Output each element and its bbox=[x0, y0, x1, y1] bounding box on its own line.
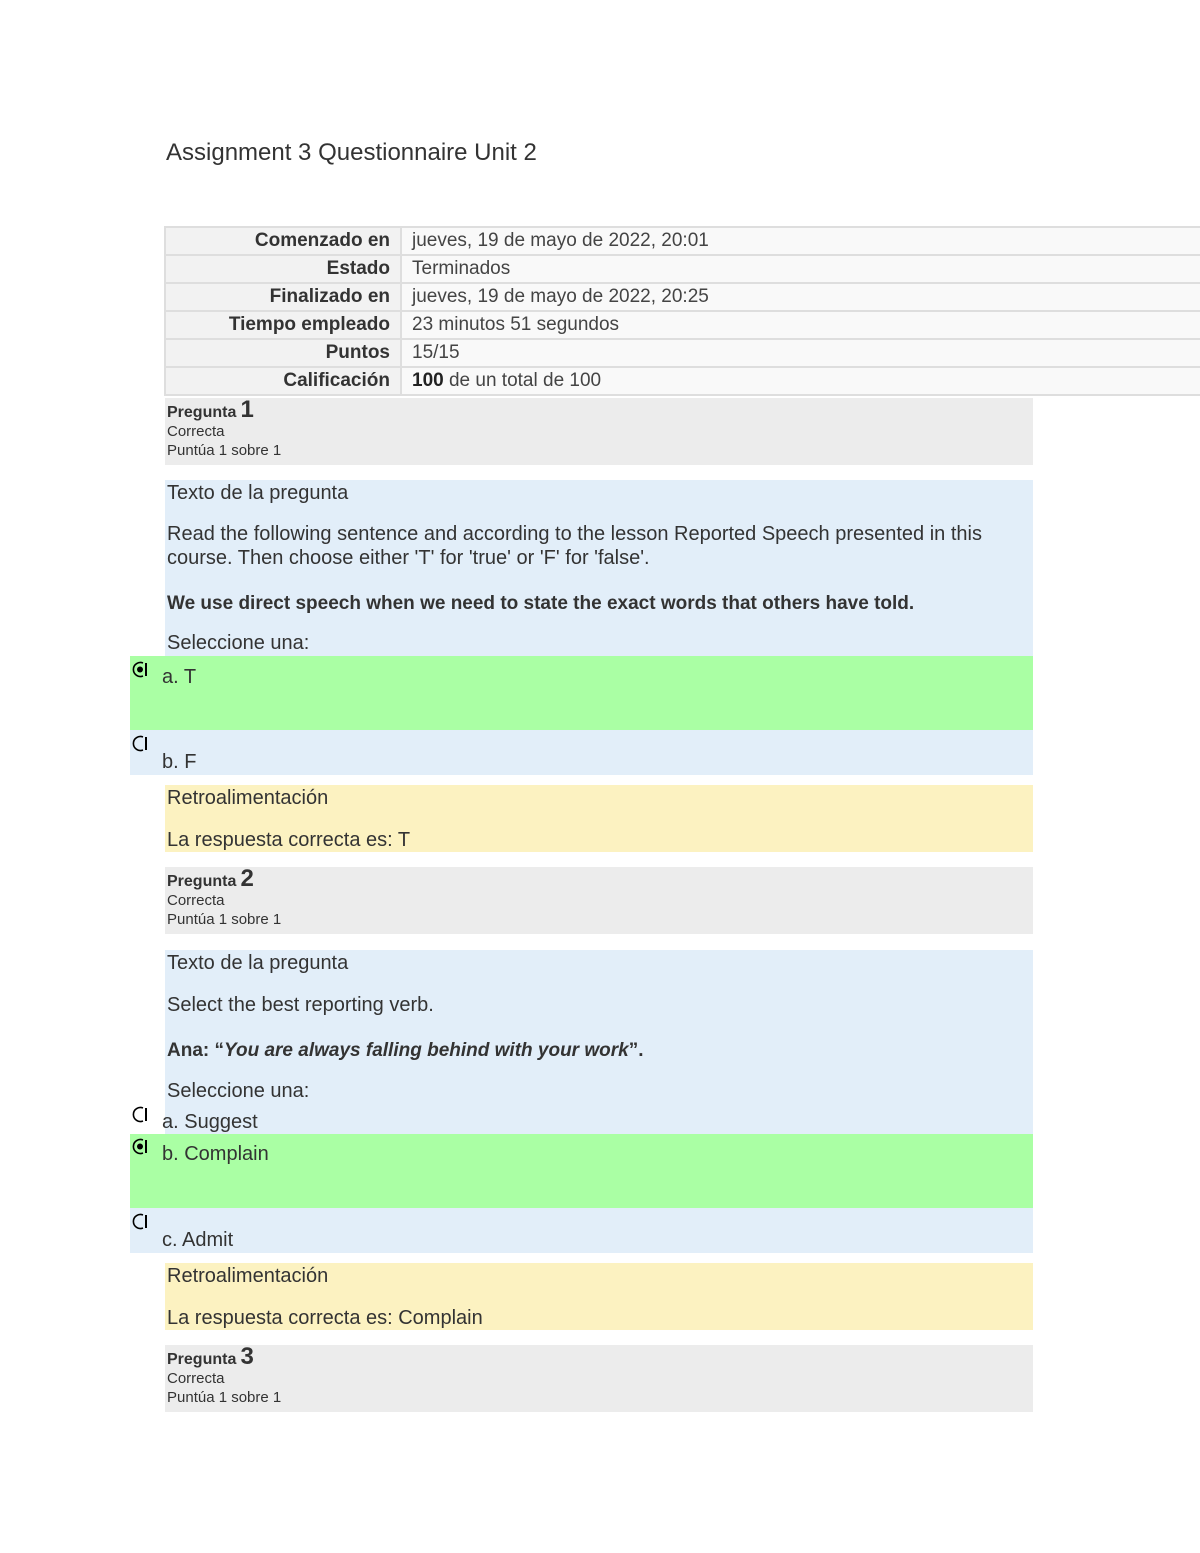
answer-option[interactable] bbox=[130, 1102, 1033, 1134]
question-statement: We use direct speech when we need to state the exact words that others have told. bbox=[167, 593, 915, 614]
grade-total: de un total de 100 bbox=[443, 370, 602, 391]
question-grade: Puntúa 1 sobre 1 bbox=[167, 1389, 282, 1406]
answer-option[interactable] bbox=[130, 656, 1033, 730]
question-1-content bbox=[165, 480, 1033, 656]
summary-row bbox=[165, 283, 1200, 311]
question-1-feedback bbox=[165, 785, 1033, 852]
question-text-label: Texto de la pregunta bbox=[167, 952, 349, 974]
answer-option[interactable] bbox=[130, 1134, 1033, 1208]
summary-value: jueves, 19 de mayo de 2022, 20:25 bbox=[401, 283, 1200, 311]
question-state: Correcta bbox=[167, 1370, 225, 1387]
question-number: 1 bbox=[240, 396, 254, 423]
question-2-info bbox=[165, 867, 1033, 934]
summary-label: Tiempo empleado bbox=[165, 311, 401, 339]
summary-label: Calificación bbox=[165, 367, 401, 395]
radio-selected-icon[interactable] bbox=[132, 661, 149, 678]
summary-row bbox=[165, 311, 1200, 339]
summary-row bbox=[165, 227, 1200, 255]
question-number: 3 bbox=[240, 1343, 254, 1370]
answer-label: a. T bbox=[162, 666, 197, 688]
summary-value: Terminados bbox=[401, 255, 1200, 283]
summary-value: 23 minutos 51 segundos bbox=[401, 311, 1200, 339]
radio-unselected-icon[interactable] bbox=[132, 735, 149, 752]
summary-label: Comenzado en bbox=[165, 227, 401, 255]
grade-value: 100 bbox=[412, 370, 444, 391]
summary-label: Finalizado en bbox=[165, 283, 401, 311]
summary-label: Puntos bbox=[165, 339, 401, 367]
summary-label: Estado bbox=[165, 255, 401, 283]
statement-quote: You are always falling behind with your work bbox=[224, 1040, 629, 1061]
question-state: Correcta bbox=[167, 423, 225, 440]
summary-row bbox=[165, 255, 1200, 283]
feedback-title: Retroalimentación bbox=[167, 1265, 329, 1287]
answer-label: a. Suggest bbox=[162, 1111, 258, 1133]
feedback-text: La respuesta correcta es: Complain bbox=[167, 1307, 483, 1329]
question-3-info bbox=[165, 1345, 1033, 1412]
summary-value bbox=[401, 367, 1200, 395]
question-2-feedback bbox=[165, 1263, 1033, 1330]
question-body: Select the best reporting verb. bbox=[167, 994, 434, 1016]
answer-option[interactable] bbox=[130, 730, 1033, 775]
summary-row bbox=[165, 339, 1200, 367]
question-label: Pregunta bbox=[167, 873, 237, 890]
question-grade: Puntúa 1 sobre 1 bbox=[167, 442, 282, 459]
radio-selected-icon[interactable] bbox=[132, 1138, 149, 1155]
question-label: Pregunta bbox=[167, 1351, 237, 1368]
question-1-info bbox=[165, 398, 1033, 465]
feedback-title: Retroalimentación bbox=[167, 787, 329, 809]
attempt-summary-table bbox=[164, 226, 1200, 396]
summary-value: jueves, 19 de mayo de 2022, 20:01 bbox=[401, 227, 1200, 255]
answer-label: b. F bbox=[162, 751, 197, 773]
question-body: Read the following sentence and according to the lesson Reported Speech presented in this course. Then choose either 'T' for 'true' or 'F' for 'false'. bbox=[167, 523, 982, 569]
question-state: Correcta bbox=[167, 892, 225, 909]
answer-label: c. Admit bbox=[162, 1229, 234, 1251]
summary-value: 15/15 bbox=[401, 339, 1200, 367]
question-label: Pregunta bbox=[167, 404, 237, 421]
answer-option[interactable] bbox=[130, 1208, 1033, 1253]
answer-label: b. Complain bbox=[162, 1143, 269, 1165]
question-statement bbox=[167, 1040, 644, 1062]
statement-speaker: Ana: “ bbox=[167, 1040, 224, 1061]
summary-row bbox=[165, 367, 1200, 395]
question-text-label: Texto de la pregunta bbox=[167, 482, 349, 504]
radio-unselected-icon[interactable] bbox=[132, 1213, 149, 1230]
question-number: 2 bbox=[240, 865, 254, 892]
page-title: Assignment 3 Questionnaire Unit 2 bbox=[166, 139, 537, 166]
question-grade: Puntúa 1 sobre 1 bbox=[167, 911, 282, 928]
feedback-text: La respuesta correcta es: T bbox=[167, 829, 411, 851]
select-one-label: Seleccione una: bbox=[167, 632, 310, 654]
select-one-label: Seleccione una: bbox=[167, 1080, 310, 1102]
radio-unselected-icon[interactable] bbox=[132, 1106, 149, 1123]
statement-end: ”. bbox=[628, 1040, 644, 1061]
